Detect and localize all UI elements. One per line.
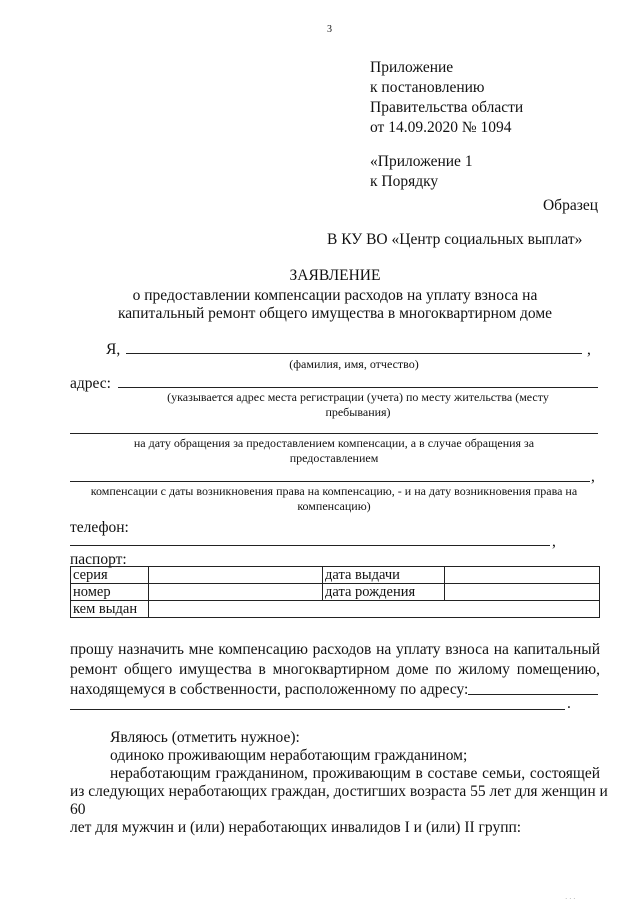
issued-by-input[interactable] <box>149 601 600 618</box>
fio-hint: (фамилия, имя, отчество) <box>289 357 419 371</box>
addressee: В КУ ВО «Центр социальных выплат» <box>327 231 583 248</box>
fio-comma: , <box>587 341 591 358</box>
birth-date-input[interactable] <box>445 584 600 601</box>
request-line-1: прошу назначить мне компенсацию расходов на уплату взноса на капитальный <box>70 641 600 658</box>
address-hint-line-2: пребывания) <box>325 405 391 419</box>
comp-hint-line-1: компенсации с даты возникновения права на компенсацию, - и на дату возникновения права на <box>90 484 578 498</box>
subtitle-line-2: капитальный ремонт общего имущества в многоквартирном доме <box>117 305 553 322</box>
passport-table <box>70 566 600 618</box>
request-period: . <box>567 695 571 712</box>
phone-comma: , <box>552 533 556 550</box>
request-address-line-1[interactable] <box>468 694 598 695</box>
series-label: серия <box>71 567 149 584</box>
status-option-2-line-2: из следующих неработающих граждан, достигших возраста 55 лет для женщин и <box>70 783 608 800</box>
number-input[interactable] <box>149 584 323 601</box>
appendix2-line-1: «Приложение 1 <box>370 153 473 170</box>
date-hint-line-2: предоставлением <box>289 451 379 465</box>
appendix-line-3: Правительства области <box>370 99 524 116</box>
status-option-2-line-3: 60 <box>70 801 86 818</box>
status-option-2-line-1: неработающим гражданином, проживающим в составе семьи, состоящей <box>110 765 600 782</box>
address-field-line-3[interactable] <box>70 481 590 482</box>
issued-by-label: кем выдан <box>71 601 149 618</box>
table-row <box>71 567 600 584</box>
request-line-3: находящемуся в собственности, расположенному по адресу: <box>70 681 469 698</box>
fio-field-line[interactable] <box>126 353 582 354</box>
status-option-1: одиноко проживающим неработающим гражданином; <box>110 747 468 764</box>
number-label: номер <box>71 584 149 601</box>
date-hint-line-1: на дату обращения за предоставлением компенсации, а в случае обращения за <box>133 436 535 450</box>
address-label: адрес: <box>70 375 111 392</box>
birth-date-label: дата рождения <box>323 584 445 601</box>
status-intro: Являюсь (отметить нужное): <box>110 729 300 746</box>
document-title: ЗАЯВЛЕНИЕ <box>289 267 381 284</box>
address-field-line-2[interactable] <box>70 433 598 434</box>
issue-date-label: дата выдачи <box>323 567 445 584</box>
comp-hint-line-2: компенсацию) <box>297 499 371 513</box>
table-row <box>71 601 600 618</box>
comp-comma: , <box>591 468 595 485</box>
status-option-2-line-4: лет для мужчин и (или) неработающих инвалидов I и (или) II групп: <box>70 819 522 836</box>
request-line-2: ремонт общего имущества в многоквартирном доме по жилому помещению, <box>70 661 600 678</box>
phone-label: телефон: <box>70 519 129 536</box>
appendix2-line-2: к Порядку <box>370 173 439 190</box>
appendix-line-1: Приложение <box>370 59 454 76</box>
address-hint-line-1: (указывается адрес места регистрации (учета) по месту жительства (месту <box>167 390 549 404</box>
issue-date-input[interactable] <box>445 567 600 584</box>
request-address-line-2[interactable] <box>70 709 565 710</box>
appendix-line-4: от 14.09.2020 № 1094 <box>370 119 512 136</box>
i-label: Я, <box>106 341 121 358</box>
address-field-line[interactable] <box>118 387 598 388</box>
appendix-line-2: к постановлению <box>370 79 485 96</box>
page-number: 3 <box>327 24 332 35</box>
passport-label: паспорт: <box>70 551 127 568</box>
phone-field-line[interactable] <box>70 545 550 546</box>
table-row <box>71 584 600 601</box>
scan-mark: · · · <box>565 895 576 903</box>
subtitle-line-1: о предоставлении компенсации расходов на уплату взноса на <box>132 287 538 304</box>
sample-label: Образец <box>542 197 598 214</box>
series-input[interactable] <box>149 567 323 584</box>
